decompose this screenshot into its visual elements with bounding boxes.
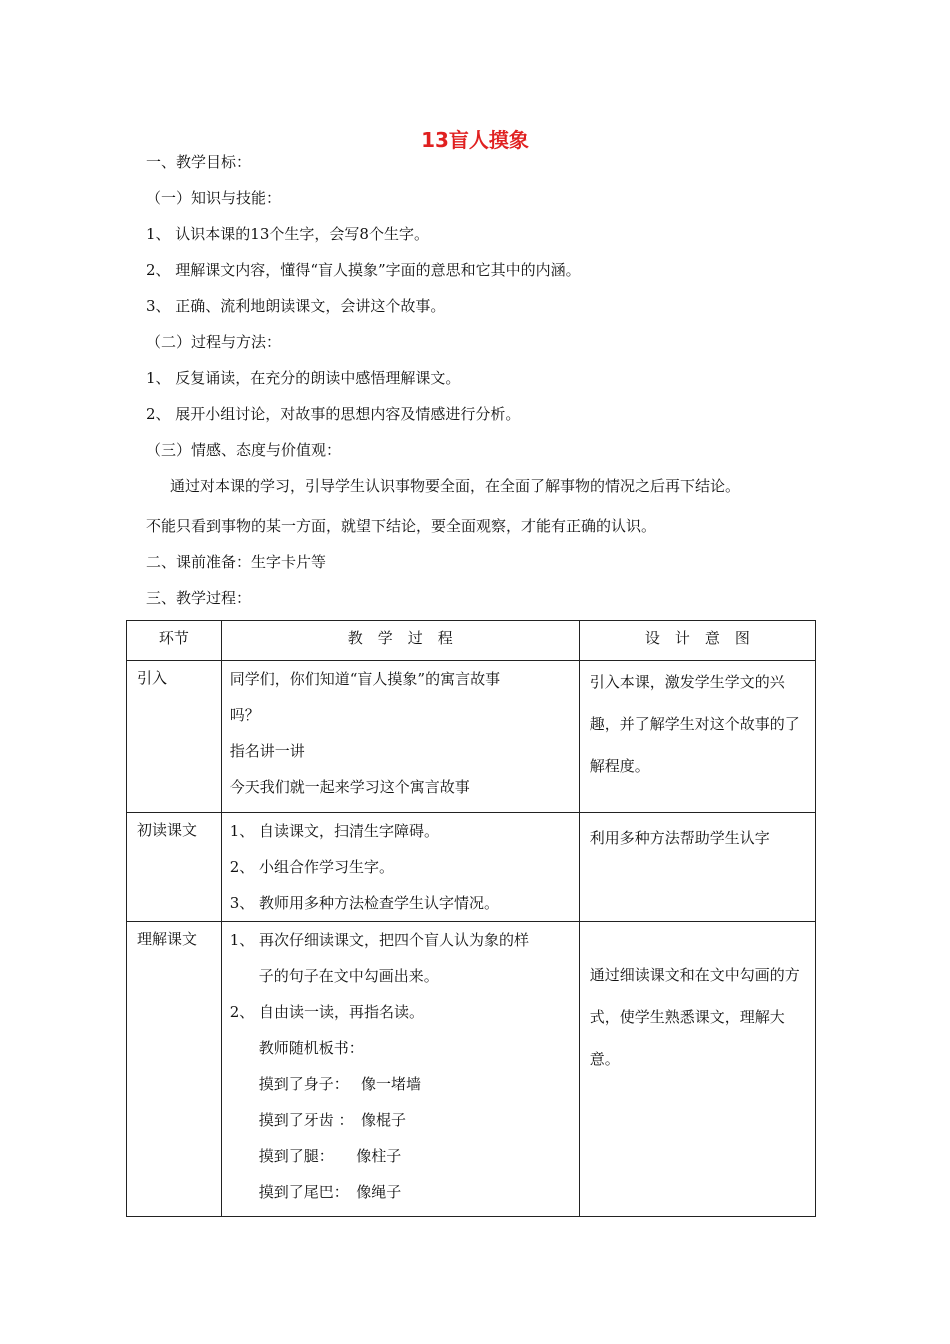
subheading-knowledge: （一）知识与技能： [146,189,282,207]
process-line: 吗？ [229,706,260,724]
process-line: 指名讲一讲 [229,742,305,760]
process-line: 同学们，你们知道“盲人摸象”的寓言故事 [229,670,501,688]
table-row [127,813,816,922]
objective-item: 2、 理解课文内容，懂得“盲人摸象”字面的意思和它其中的内涵。 [146,261,581,279]
stage-label: 引入 [137,669,168,687]
process-line: 2、 自由读一读，再指名读。 [229,1003,425,1021]
objective-item: 3、 正确、流利地朗读课文，会讲这个故事。 [146,297,446,315]
paragraph-line: 不能只看到事物的某一方面，就望下结论，要全面观察，才能有正确的认识。 [146,517,657,535]
teaching-process-table [126,620,816,1217]
process-cell [222,813,579,921]
paragraph-line: 通过对本课的学习，引导学生认识事物要全面，在全面了解事物的情况之后再下结论。 [170,477,741,495]
stage-label: 理解课文 [137,930,198,948]
table-row [127,661,816,813]
board-note-line: 摸到了身子： 像一堵墙 [258,1075,422,1093]
document-title: 13盲人摸象 [421,128,529,152]
intent-text: 利用多种方法帮助学生认字 [589,829,770,847]
process-line: 子的句子在文中勾画出来。 [258,967,439,985]
objective-item: 2、 展开小组讨论，对故事的思想内容及情感进行分析。 [146,405,521,423]
process-line: 1、 再次仔细读课文，把四个盲人认为象的样 [229,931,530,949]
process-line: 3、 教师用多种方法检查学生认字情况。 [229,894,500,912]
process-line: 今天我们就一起来学习这个寓言故事 [229,778,470,796]
intent-text: 引入本课，激发学生学文的兴趣，并了解学生对这个故事的了解程度。 [589,673,800,775]
process-cell [222,922,579,1210]
section-heading-objectives: 一、教学目标： [146,153,252,171]
process-cell [222,661,579,805]
process-line: 2、 小组合作学习生字。 [229,858,395,876]
process-line: 教师随机板书： [258,1039,364,1057]
objective-item: 1、 认识本课的13个生字，会写8个生字。 [146,225,429,243]
section-heading-process: 三、教学过程： [146,589,252,607]
table-row [127,922,816,1217]
process-line: 1、 自读课文，扫清生字障碍。 [229,822,440,840]
table-header-row [127,621,816,661]
subheading-process: （二）过程与方法： [146,333,282,351]
board-note-line: 摸到了牙齿 ： 像棍子 [258,1111,407,1129]
intent-text: 通过细读课文和在文中勾画的方式，使学生熟悉课文，理解大意。 [589,966,800,1068]
section-heading-preparation: 二、课前准备：生字卡片等 [146,553,327,571]
header-intent: 设 计 意 图 [644,629,750,647]
header-process: 教 学 过 程 [347,629,453,647]
subheading-emotion: （三）情感、态度与价值观： [146,441,342,459]
stage-label: 初读课文 [137,821,198,839]
board-note-line: 摸到了尾巴： 像绳子 [258,1183,402,1201]
objective-item: 1、 反复诵读，在充分的朗读中感悟理解课文。 [146,369,461,387]
header-stage: 环节 [158,629,189,647]
board-note-line: 摸到了腿： 像柱子 [258,1147,402,1165]
